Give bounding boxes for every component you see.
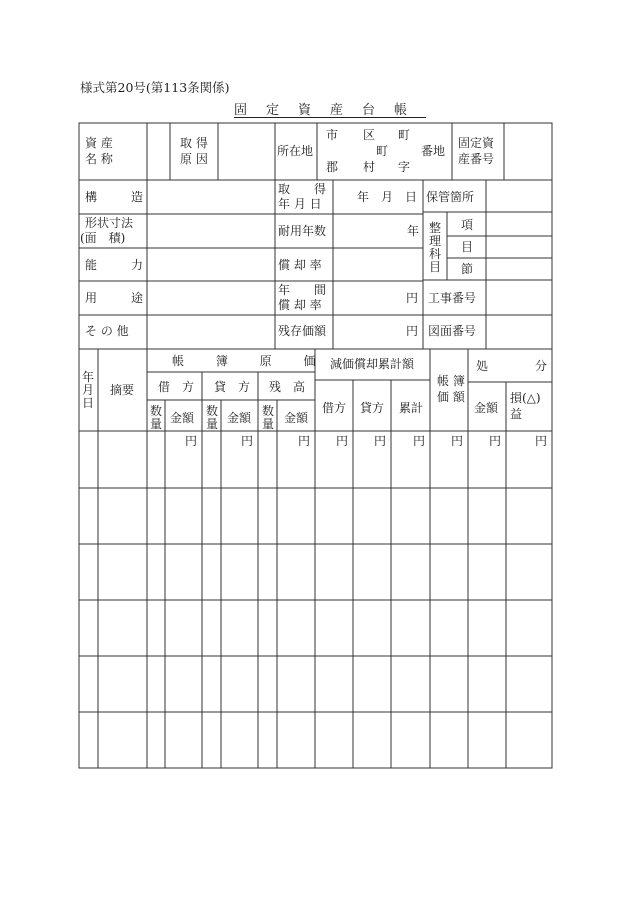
page-title: 固定資産台帳 (234, 103, 427, 118)
capacity-label-b: 力 (131, 258, 144, 272)
yen-mark: 円 (298, 434, 311, 448)
location-label: 所在地 (277, 144, 314, 158)
accum-credit-label: 貸方 (360, 401, 385, 415)
drawing-no-label: 図面番号 (428, 324, 477, 338)
usage-label-a: 用 (85, 291, 98, 305)
loc-machi-1: 町 (398, 128, 411, 142)
structure-label-a: 構 (85, 190, 98, 204)
acq-date-label-1: 取 得 (278, 182, 327, 196)
book-value-label-1: 帳 簿 (437, 374, 465, 388)
residual-label: 残存価額 (278, 324, 327, 338)
disposal-amount-label: 金額 (474, 401, 499, 415)
moku-label: 目 (461, 240, 474, 254)
area-label: (面 積) (80, 231, 126, 245)
usage-label-b: 途 (131, 291, 144, 305)
gain-loss-label-1: 損(△) (510, 391, 541, 405)
book-balance-label: 残 高 (269, 380, 306, 394)
book-cost-label: 帳 簿 原 価 (172, 354, 330, 368)
kou-label: 項 (461, 218, 474, 232)
loc-gun: 郡 (326, 160, 339, 174)
asset-no-label-2: 産番号 (458, 152, 495, 166)
shape-label: 形状寸法 (85, 216, 134, 230)
yen-mark: 円 (374, 434, 387, 448)
loc-machi-2: 町 (376, 144, 389, 158)
setsu-label: 節 (461, 262, 474, 276)
book-credit-label: 貸 方 (214, 380, 251, 394)
acq-date-value: 年 月 日 (357, 190, 418, 204)
acq-reason-label-2: 原 因 (180, 152, 208, 166)
accum-debit-label: 借方 (322, 401, 347, 415)
loc-aza: 字 (398, 160, 411, 174)
disposal-label-b: 分 (535, 359, 548, 373)
yen-mark: 円 (451, 434, 464, 448)
loc-shi: 市 (326, 128, 339, 142)
gain-loss-label-2: 益 (510, 407, 523, 421)
asset-no-label-1: 固定資 (458, 136, 495, 150)
storage-label: 保管箇所 (426, 190, 475, 204)
credit-amount-label: 金額 (227, 411, 252, 425)
credit-qty-label: 数量 (205, 404, 218, 431)
yen-mark: 円 (413, 434, 426, 448)
acq-reason-label-1: 取 得 (180, 136, 208, 150)
balance-amount-label: 金額 (284, 411, 309, 425)
annual-dep-label-1: 年 間 (278, 283, 327, 297)
other-label: そ の 他 (85, 324, 129, 338)
dep-rate-label: 償 却 率 (278, 258, 322, 272)
yen-mark: 円 (489, 434, 502, 448)
category-label: 整理科目 (428, 221, 441, 274)
loc-banchi: 番地 (421, 144, 446, 158)
accum-cumulative-label: 累計 (399, 401, 424, 415)
yen-mark: 円 (185, 434, 198, 448)
ledger-date-label: 年月日 (81, 370, 94, 410)
residual-yen: 円 (406, 324, 419, 338)
book-value-label-2: 価 額 (437, 390, 465, 404)
debit-qty-label: 数量 (149, 404, 162, 431)
disposal-label-a: 処 (476, 359, 489, 373)
asset-name-label-2: 名 称 (85, 152, 113, 166)
ledger-summary-label: 摘要 (110, 383, 135, 397)
capacity-label-a: 能 (85, 258, 98, 272)
balance-qty-label: 数量 (261, 404, 274, 431)
loc-mura: 村 (363, 160, 376, 174)
useful-life-label: 耐用年数 (278, 224, 327, 238)
debit-amount-label: 金額 (170, 411, 195, 425)
asset-name-label-1: 資 産 (85, 136, 113, 150)
year-unit: 年 (407, 224, 420, 238)
accum-dep-label: 減価償却累計額 (330, 357, 415, 371)
form-number: 様式第20号(第113条関係) (80, 80, 230, 95)
acq-date-label-2: 年 月 日 (278, 197, 322, 211)
construction-no-label: 工事番号 (428, 291, 477, 305)
book-debit-label: 借 方 (158, 380, 195, 394)
structure-label-b: 造 (131, 190, 144, 204)
yen-mark: 円 (336, 434, 349, 448)
loc-ku: 区 (363, 128, 376, 142)
yen-mark: 円 (241, 434, 254, 448)
annual-dep-yen: 円 (406, 291, 419, 305)
annual-dep-label-2: 償 却 率 (278, 298, 322, 312)
yen-mark: 円 (535, 434, 548, 448)
